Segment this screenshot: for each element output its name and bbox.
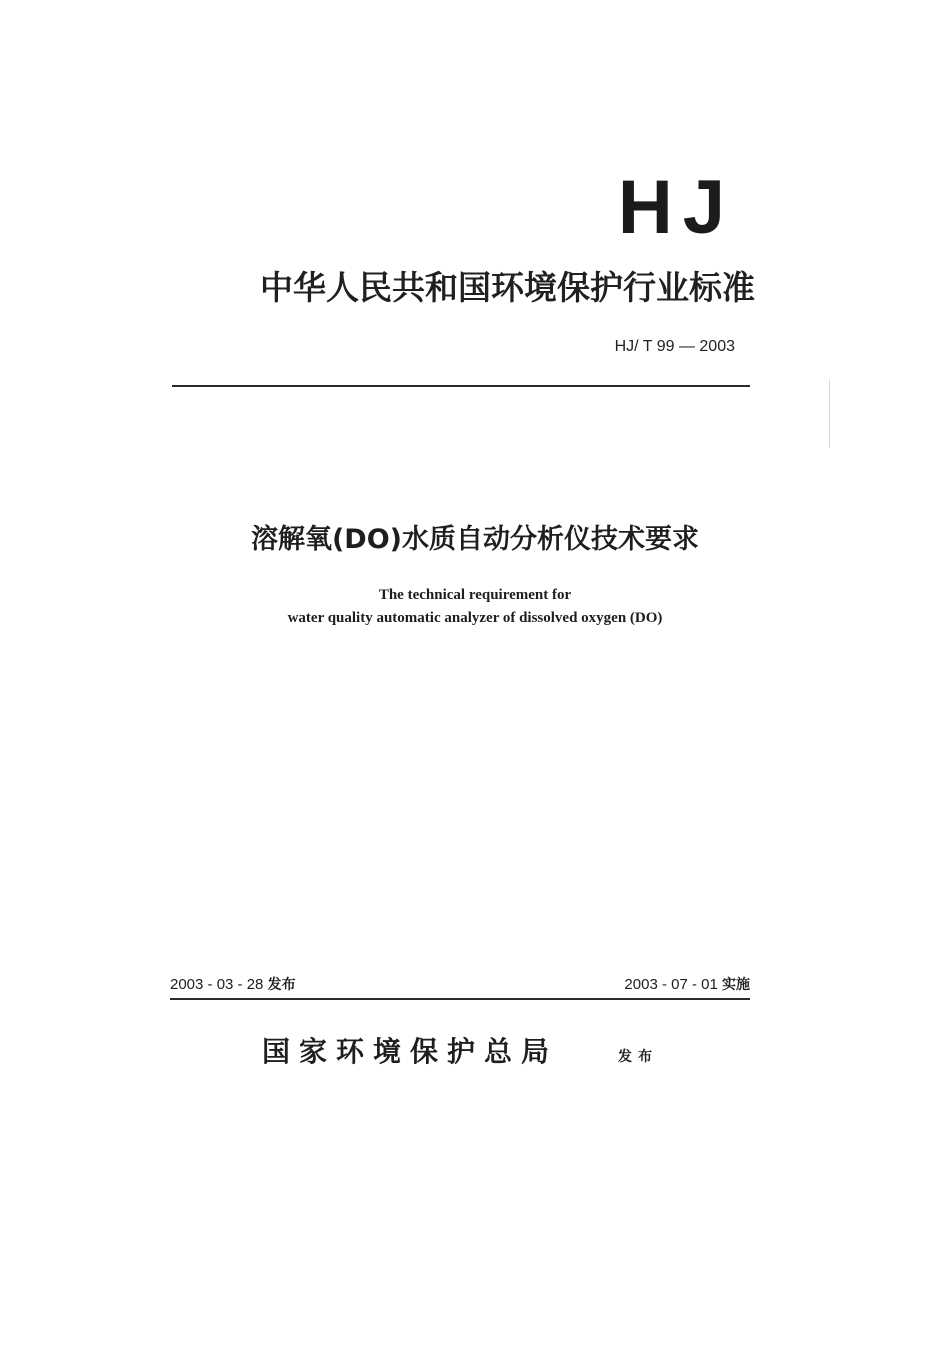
issue-date-value: 2003 - 03 - 28 — [170, 976, 264, 993]
effective-date-label: 实施 — [722, 977, 750, 993]
hj-logo: HJ — [617, 165, 735, 250]
standard-category-title: 中华人民共和国环境保护行业标准 — [260, 268, 755, 307]
english-title-line-1: The technical requirement for — [378, 587, 572, 603]
publisher-name: 国家环境保护总局 — [262, 1035, 559, 1068]
effective-date — [480, 974, 750, 996]
effective-date-value: 2003 - 07 - 01 — [624, 976, 718, 993]
issue-date-label: 发布 — [267, 977, 296, 993]
scan-edge-mark — [829, 380, 830, 448]
bottom-divider — [170, 998, 750, 1000]
publisher-label: 发布 — [618, 1049, 658, 1065]
document-title-english — [150, 584, 800, 630]
standard-number: HJ/ T 99 — 2003 — [614, 338, 735, 355]
document-title-chinese: 溶解氧(DO)水质自动分析仪技术要求 — [250, 524, 700, 555]
top-divider — [172, 385, 750, 387]
english-title-line-2: water quality automatic analyzer of dissolved oxygen (DO) — [287, 610, 663, 626]
issue-date — [170, 974, 420, 996]
